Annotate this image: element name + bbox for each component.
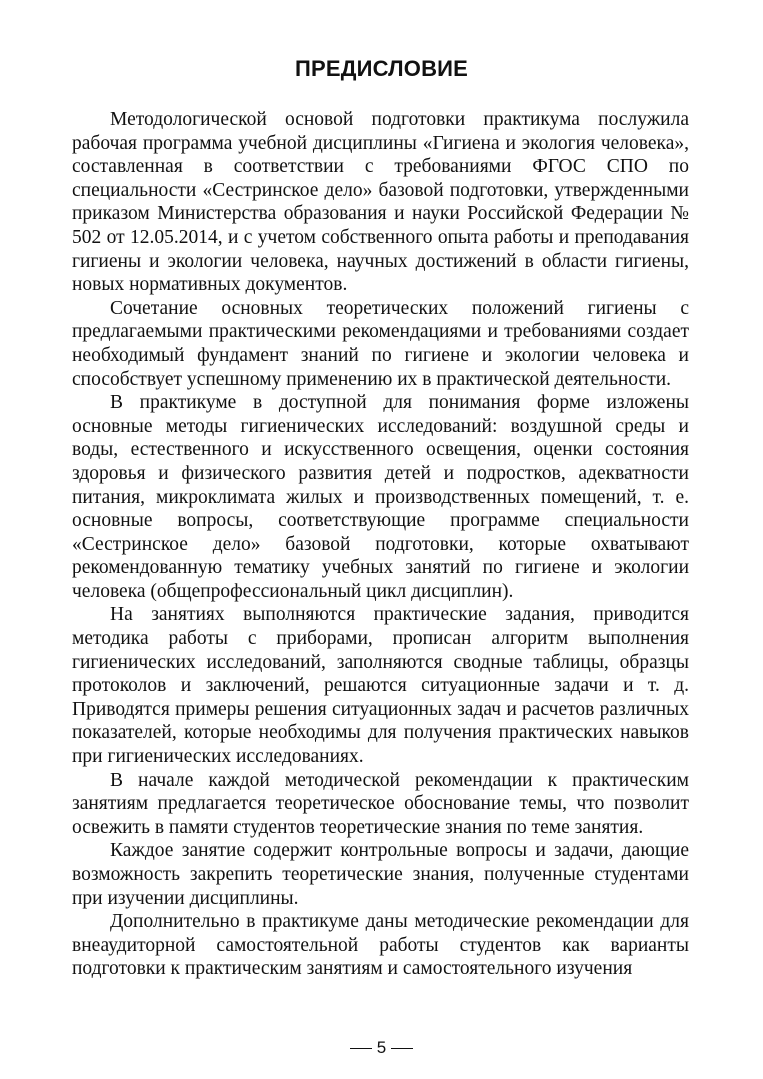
- paragraph: На занятиях выполняются практические задания, приводится методика работы с приборами, прописан алгоритм выполнения гигиенических исследований, заполняются сводные таблицы, образцы протоколов и заключений, решаются ситуационные задачи и т. д. Приводятся примеры решения ситуационных задач и расчетов различных показателей, которые необходимы для получения практических навыков при гигиенических исследованиях.: [72, 604, 689, 768]
- folio-dash-right: [391, 1048, 413, 1049]
- paragraph: Методологической основой подготовки практикума послужила рабочая программа учебной дисциплины «Гигиена и экология человека», составленная в соответствии с требованиями ФГОС СПО по специальности «Сестринское дело» базовой подготовки, утвержденными приказом Министерства образования и науки Российской Федерации № 502 от 12.05.2014, и с учетом собственного опыта работы и преподавания гигиены и экологии человека, научных достижений в области гигиены, новых нормативных документов.: [72, 109, 689, 296]
- page-number-value: 5: [376, 1038, 387, 1057]
- paragraph: В начале каждой методической рекомендации к практическим занятиям предлагается теоретическое обоснование темы, что позволит освежить в памяти студентов теоретические знания по теме занятия.: [72, 769, 689, 838]
- folio-dash-left: [350, 1048, 372, 1049]
- page-number: [0, 1038, 763, 1058]
- paragraph: Каждое занятие содержит контрольные вопросы и задачи, дающие возможность закрепить теоретические знания, полученные студентами при изучении дисциплины.: [72, 840, 689, 909]
- paragraph: Дополнительно в практикуме даны методические рекомендации для внеаудиторной самостоятельной работы студентов как варианты подготовки к практическим занятиям и самостоятельного изучения: [72, 911, 689, 980]
- page-title: ПРЕДИСЛОВИЕ: [294, 56, 469, 81]
- body-text: [72, 108, 689, 981]
- paragraph: В практикуме в доступной для понимания форме изложены основные методы гигиенических исследований: воздушной среды и воды, естественного и искусственного освещения, оценки состояния здоровья и физического развития детей и подростков, адекватности питания, микроклимата жилых и производственных помещений, т. е. основные вопросы, соответствующие программе специальности «Сестринское дело» базовой подготовки, которые охватывают рекомендованную тематику учебных занятий по гигиене и экологии человека (общепрофессиональный цикл дисциплин).: [72, 392, 689, 602]
- paragraph: Сочетание основных теоретических положений гигиены с предлагаемыми практическими рекомендациями и требованиями создает необходимый фундамент знаний по гигиене и экологии человека и способствует успешному применению их в практической деятельности.: [72, 297, 689, 390]
